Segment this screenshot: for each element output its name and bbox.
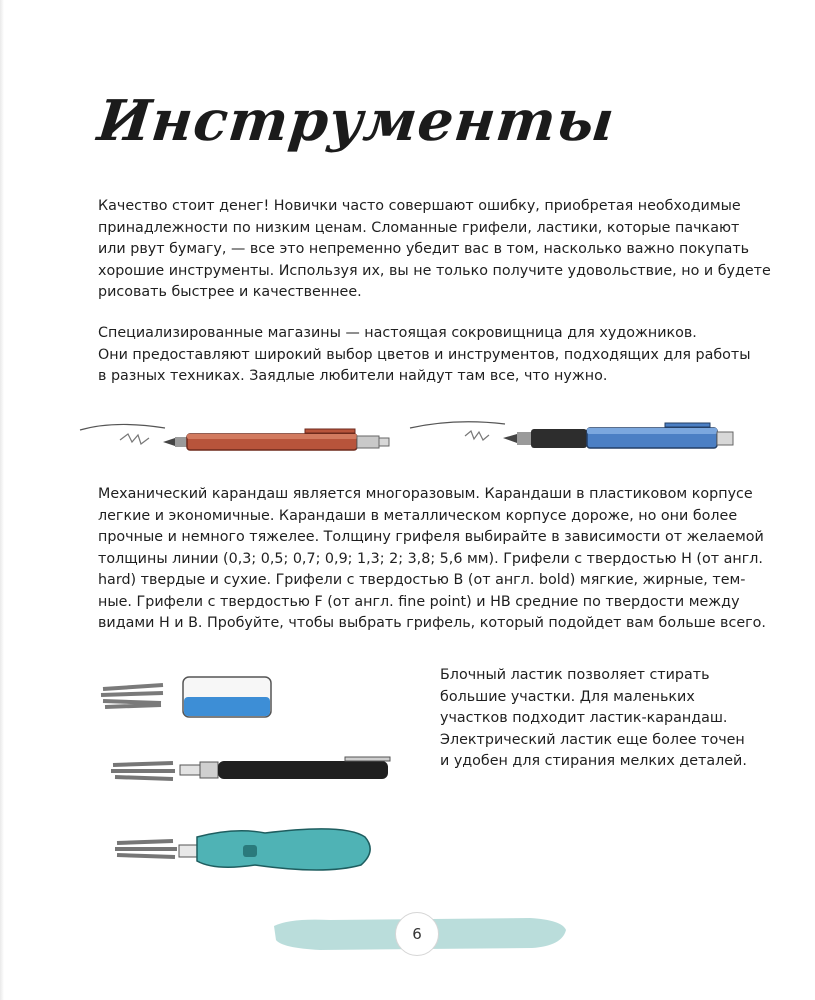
erasers-line: большие участки. Для маленьких (440, 688, 695, 705)
page-number: 6 (395, 912, 439, 956)
pencil-eraser (180, 757, 390, 779)
pencil-eraser-scribble (111, 763, 175, 779)
shops-line: Специализированные магазины — настоящая сокровищница для художников. (98, 325, 697, 341)
mechanical-line: прочные и немного тяжелее. Толщину грифеля выбирайте в зависимости от желаемой (98, 529, 764, 545)
block-eraser-scribble (101, 685, 163, 707)
electric-eraser-scribble (115, 841, 177, 857)
intro-line: принадлежности по низким ценам. Сломанные грифели, ластики, которые пачкают (98, 219, 740, 236)
erasers-line: и удобен для стирания мелких деталей. (440, 753, 747, 769)
block-eraser (183, 677, 271, 717)
pencil-stroke-line-2 (410, 422, 505, 428)
intro-line: или рвут бумагу, — все это непременно убедит вас в том, насколько важно покупать (98, 241, 750, 257)
erasers-illustration (95, 665, 415, 895)
shops-line: Они предоставляют широкий выбор цветов и инструментов, подходящих для работы (98, 346, 751, 363)
mechanical-line: толщины линии (0,3; 0,5; 0,7; 0,9; 1,3; 2; 3,8; 5,6 мм). Грифели с твердостью H (от англ. (98, 550, 763, 567)
intro-line: Качество стоит денег! Новички часто совершают ошибку, приобретая необходимые (98, 198, 741, 214)
shops-paragraph (98, 323, 751, 388)
erasers-line: Электрический ластик еще более точен (440, 731, 745, 748)
pencil-stroke-line (80, 424, 165, 430)
erasers-paragraph (440, 665, 747, 773)
erasers-line: участков подходит ластик-карандаш. (440, 710, 728, 726)
pencil-scribble-2 (465, 431, 489, 440)
pencil-scribble (120, 434, 149, 444)
electric-eraser (179, 829, 370, 870)
mechanical-pencils-illustration (75, 410, 745, 465)
mechanical-line: Механический карандаш является многоразовым. Карандаши в пластиковом корпусе (98, 486, 753, 502)
mechanical-pencil-paragraph (98, 484, 766, 635)
mechanical-line: hard) твердые и сухие. Грифели с твердостью B (от англ. bold) мягкие, жирные, тем- (98, 572, 746, 588)
intro-line: рисовать быстрее и качественнее. (98, 284, 362, 300)
page-title: Инструменты (94, 88, 619, 154)
mechanical-line: легкие и экономичные. Карандаши в металлическом корпусе дороже, но они более (98, 507, 738, 524)
mechanical-line: ные. Грифели с твердостью F (от англ. fine point) и HB средние по твердости между (98, 593, 740, 610)
red-mechanical-pencil (163, 429, 389, 450)
intro-paragraph (98, 196, 771, 304)
intro-line: хорошие инструменты. Используя их, вы не только получите удовольствие, но и будете (98, 262, 771, 279)
page-edge (0, 0, 4, 1000)
blue-mechanical-pencil (503, 423, 733, 448)
erasers-line: Блочный ластик позволяет стирать (440, 667, 710, 683)
shops-line: в разных техниках. Заядлые любители найдут там все, что нужно. (98, 368, 608, 384)
mechanical-line: видами H и B. Пробуйте, чтобы выбрать грифель, который подойдет вам больше всего. (98, 615, 766, 631)
